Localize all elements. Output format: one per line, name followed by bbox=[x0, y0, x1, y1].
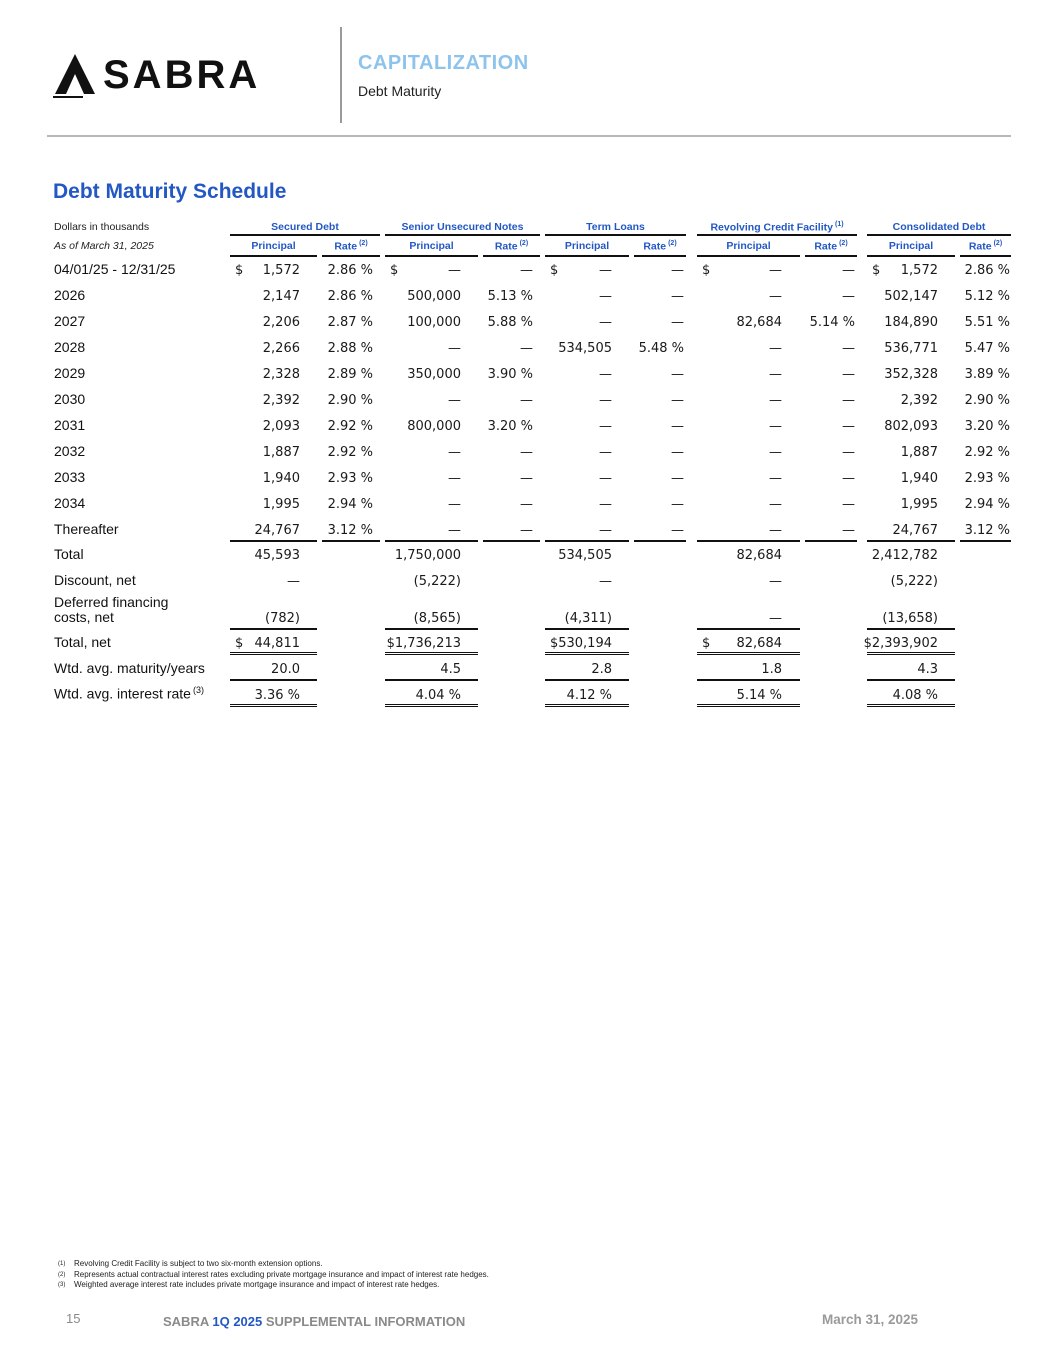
principal-cell: 1,995 bbox=[900, 497, 938, 512]
principal-cell: — bbox=[448, 497, 461, 512]
principal-header: Principal bbox=[888, 240, 934, 252]
principal-cell: — bbox=[448, 445, 461, 460]
sabra-logo-wordmark: SABRA bbox=[103, 53, 261, 97]
summary-cell: 4.5 bbox=[440, 662, 461, 677]
rate-header: Rate $^{(2)}$ bbox=[643, 240, 677, 253]
rate-cell: 3.20 % bbox=[964, 419, 1010, 434]
row-label: Total bbox=[54, 546, 84, 562]
principal-cell: 534,505 bbox=[558, 341, 612, 356]
rate-cell: — bbox=[842, 367, 855, 382]
summary-cell: 20.0 bbox=[271, 662, 300, 677]
subtotal-underline bbox=[545, 540, 629, 542]
total-double-underline bbox=[545, 652, 629, 655]
summary-double-underline bbox=[545, 704, 629, 707]
subheader-underline bbox=[805, 255, 857, 257]
rate-cell: — bbox=[520, 341, 533, 356]
principal-header: Principal bbox=[409, 240, 454, 252]
summary-cell: (4,311) bbox=[564, 611, 612, 626]
summary-cell: 5.14 % bbox=[736, 688, 782, 703]
rate-cell: — bbox=[520, 393, 533, 408]
group-header: Secured Debt bbox=[271, 221, 339, 233]
rate-cell: — bbox=[671, 263, 684, 278]
principal-cell: 2,093 bbox=[262, 419, 300, 434]
summary-cell: — bbox=[769, 574, 782, 589]
principal-cell: — bbox=[448, 263, 461, 278]
principal-cell: 500,000 bbox=[407, 289, 461, 304]
rate-cell: 5.48 % bbox=[638, 341, 684, 356]
principal-cell: 1,995 bbox=[262, 497, 300, 512]
principal-cell: — bbox=[599, 419, 612, 434]
summary-cell: 3.36 % bbox=[254, 688, 300, 703]
summary-cell: 534,505 bbox=[558, 548, 612, 563]
row-label-line: Deferred financing bbox=[54, 594, 169, 610]
row-label bbox=[54, 595, 168, 624]
rate-cell: 5.88 % bbox=[487, 315, 533, 330]
dollar-sign: $ bbox=[872, 263, 881, 278]
row-label: Total, net bbox=[54, 634, 111, 650]
dollar-sign: $ bbox=[235, 263, 244, 278]
principal-cell: — bbox=[769, 289, 782, 304]
subtotal-underline bbox=[697, 628, 800, 630]
footnote bbox=[58, 1270, 489, 1281]
units-label: Dollars in thousands bbox=[54, 221, 150, 233]
principal-cell: — bbox=[769, 393, 782, 408]
summary-double-underline bbox=[230, 704, 317, 707]
section-subtitle: Debt Maturity bbox=[358, 83, 442, 99]
total-double-underline bbox=[697, 652, 800, 655]
row-label: Discount, net bbox=[54, 572, 136, 588]
principal-cell: — bbox=[599, 367, 612, 382]
principal-cell: 82,684 bbox=[736, 315, 782, 330]
rate-cell: — bbox=[842, 419, 855, 434]
row-label: Wtd. avg. maturity/years bbox=[54, 660, 205, 676]
rate-cell: 2.87 % bbox=[327, 315, 373, 330]
summary-double-underline bbox=[867, 704, 955, 707]
footnote-marker: (3) bbox=[58, 1282, 66, 1288]
principal-cell: 24,767 bbox=[892, 523, 938, 538]
summary-underline bbox=[230, 679, 317, 681]
rate-cell: 5.51 % bbox=[964, 315, 1010, 330]
rate-cell: 5.47 % bbox=[964, 341, 1010, 356]
subheader-underline bbox=[867, 255, 955, 257]
subheader-underline bbox=[634, 255, 686, 257]
page-number: 15 bbox=[66, 1311, 81, 1326]
row-label: Wtd. avg. interest rate $^{(3)}$ bbox=[54, 685, 204, 702]
summary-cell: 44,811 bbox=[254, 636, 300, 651]
principal-cell: — bbox=[448, 341, 461, 356]
summary-cell: $2,393,902 bbox=[863, 636, 938, 651]
row-label: 2030 bbox=[54, 391, 86, 407]
rate-cell: — bbox=[671, 419, 684, 434]
rate-cell: 2.94 % bbox=[964, 497, 1010, 512]
principal-cell: 184,890 bbox=[884, 315, 938, 330]
rate-cell: 5.13 % bbox=[487, 289, 533, 304]
footer-period: 1Q 2025 bbox=[212, 1314, 263, 1329]
rate-cell: — bbox=[520, 523, 533, 538]
subtotal-underline bbox=[634, 540, 686, 542]
principal-cell: 1,887 bbox=[900, 445, 938, 460]
subtotal-underline bbox=[322, 540, 380, 542]
principal-cell: 800,000 bbox=[407, 419, 461, 434]
subheader-underline bbox=[483, 255, 540, 257]
principal-cell: 1,940 bbox=[262, 471, 300, 486]
principal-cell: — bbox=[769, 419, 782, 434]
row-label: 2029 bbox=[54, 365, 86, 381]
rate-cell: — bbox=[671, 315, 684, 330]
principal-cell: — bbox=[599, 393, 612, 408]
group-header-underline bbox=[545, 234, 686, 236]
subtotal-underline bbox=[385, 540, 478, 542]
summary-cell: — bbox=[599, 574, 612, 589]
rate-cell: — bbox=[842, 289, 855, 304]
summary-underline bbox=[385, 679, 478, 681]
subheader-underline bbox=[230, 255, 317, 257]
principal-cell: 802,093 bbox=[884, 419, 938, 434]
summary-cell: 82,684 bbox=[736, 548, 782, 563]
row-label: 2031 bbox=[54, 417, 86, 433]
rate-cell: 2.90 % bbox=[964, 393, 1010, 408]
principal-cell: 24,767 bbox=[254, 523, 300, 538]
footer-doc-label: SUPPLEMENTAL INFORMATION bbox=[265, 1314, 466, 1329]
rate-cell: 3.12 % bbox=[964, 523, 1010, 538]
principal-cell: — bbox=[769, 445, 782, 460]
subtotal-underline bbox=[545, 628, 629, 630]
principal-cell: 350,000 bbox=[407, 367, 461, 382]
rate-cell: — bbox=[842, 263, 855, 278]
row-label: 2032 bbox=[54, 443, 86, 459]
footer-date: March 31, 2025 bbox=[822, 1312, 919, 1327]
summary-cell: — bbox=[769, 611, 782, 626]
summary-cell: $530,194 bbox=[549, 636, 612, 651]
row-label: 2033 bbox=[54, 469, 86, 485]
summary-double-underline bbox=[697, 704, 800, 707]
rate-cell: — bbox=[520, 263, 533, 278]
footnote-marker: (2) bbox=[359, 240, 368, 247]
rate-cell: 3.12 % bbox=[327, 523, 373, 538]
principal-cell: 502,147 bbox=[884, 289, 938, 304]
principal-cell: 100,000 bbox=[407, 315, 461, 330]
rate-cell: 3.20 % bbox=[487, 419, 533, 434]
page-heading: Debt Maturity Schedule bbox=[53, 180, 287, 203]
rate-cell: 2.92 % bbox=[964, 445, 1010, 460]
summary-cell: (5,222) bbox=[413, 574, 461, 589]
footnote-marker: (2) bbox=[58, 1271, 66, 1278]
rate-cell: — bbox=[842, 497, 855, 512]
rate-cell: 5.12 % bbox=[964, 289, 1010, 304]
summary-cell: 4.12 % bbox=[566, 688, 612, 703]
principal-cell: — bbox=[769, 341, 782, 356]
subtotal-underline bbox=[697, 540, 800, 542]
summary-cell: 82,684 bbox=[736, 636, 782, 651]
summary-cell: 1.8 bbox=[761, 662, 782, 677]
rate-cell: — bbox=[671, 523, 684, 538]
subtotal-underline bbox=[483, 540, 540, 542]
footnote bbox=[58, 1280, 489, 1291]
rate-cell: — bbox=[671, 497, 684, 512]
subheader-underline bbox=[545, 255, 629, 257]
subtotal-underline bbox=[867, 628, 955, 630]
subheader-underline bbox=[697, 255, 800, 257]
rate-cell: — bbox=[671, 393, 684, 408]
dollar-sign: $ bbox=[235, 636, 244, 651]
footnote-marker: (2) bbox=[519, 240, 529, 247]
principal-cell: 2,206 bbox=[262, 315, 300, 330]
as-of-label: As of March 31, 2025 bbox=[54, 240, 154, 252]
dollar-sign: $ bbox=[550, 263, 559, 278]
principal-header: Principal bbox=[726, 240, 771, 252]
footnotes bbox=[58, 1259, 489, 1291]
subtotal-underline bbox=[805, 540, 857, 542]
group-header: Revolving Credit Facility $^{(1)}$ bbox=[710, 221, 844, 234]
rate-cell: 2.93 % bbox=[964, 471, 1010, 486]
principal-cell: 2,392 bbox=[900, 393, 938, 408]
rate-cell: 2.94 % bbox=[327, 497, 373, 512]
principal-cell: — bbox=[599, 523, 612, 538]
rate-cell: — bbox=[671, 367, 684, 382]
rate-cell: — bbox=[842, 471, 855, 486]
row-label: 2027 bbox=[54, 313, 86, 329]
summary-underline bbox=[867, 679, 955, 681]
subtotal-underline bbox=[867, 540, 955, 542]
summary-cell: 2,412,782 bbox=[871, 548, 938, 563]
principal-cell: — bbox=[599, 497, 612, 512]
principal-header: Principal bbox=[251, 240, 296, 252]
footnote-text: Revolving Credit Facility is subject to two six-month extension options. bbox=[74, 1259, 323, 1268]
rate-cell: 2.88 % bbox=[327, 341, 373, 356]
rate-cell: 2.86 % bbox=[327, 263, 373, 278]
dollar-sign: $ bbox=[702, 263, 711, 278]
principal-cell: — bbox=[769, 263, 782, 278]
subtotal-underline bbox=[230, 628, 317, 630]
dollar-sign: $ bbox=[390, 263, 399, 278]
principal-cell: — bbox=[448, 393, 461, 408]
principal-cell: 2,147 bbox=[262, 289, 300, 304]
principal-cell: 352,328 bbox=[884, 367, 938, 382]
total-double-underline bbox=[867, 652, 955, 655]
principal-cell: 2,392 bbox=[262, 393, 300, 408]
rate-cell: — bbox=[520, 471, 533, 486]
principal-cell: 1,572 bbox=[900, 263, 938, 278]
principal-cell: — bbox=[769, 523, 782, 538]
group-header: Term Loans bbox=[586, 221, 645, 233]
summary-cell: 45,593 bbox=[254, 548, 300, 563]
principal-cell: — bbox=[448, 471, 461, 486]
subheader-underline bbox=[960, 255, 1011, 257]
total-double-underline bbox=[385, 652, 478, 655]
rate-cell: 2.93 % bbox=[327, 471, 373, 486]
footnote-marker: (2) bbox=[668, 240, 677, 247]
principal-cell: — bbox=[769, 367, 782, 382]
row-label: 2034 bbox=[54, 495, 86, 511]
rate-cell: — bbox=[842, 393, 855, 408]
row-label: 04/01/25 - 12/31/25 bbox=[54, 261, 176, 277]
total-double-underline bbox=[230, 652, 317, 655]
principal-cell: — bbox=[599, 445, 612, 460]
dollar-sign: $ bbox=[702, 636, 711, 651]
footnote-marker: (2) bbox=[993, 240, 1003, 247]
rate-header: Rate $^{(2)}$ bbox=[968, 240, 1003, 253]
rate-cell: 2.92 % bbox=[327, 419, 373, 434]
principal-cell: — bbox=[769, 471, 782, 486]
footnote-marker: (1) bbox=[58, 1261, 66, 1267]
footnote-marker: (1) bbox=[834, 221, 844, 228]
summary-cell: (5,222) bbox=[890, 574, 938, 589]
principal-cell: — bbox=[448, 523, 461, 538]
summary-cell: $1,736,213 bbox=[386, 636, 461, 651]
summary-cell: (8,565) bbox=[413, 611, 461, 626]
rate-cell: 3.90 % bbox=[487, 367, 533, 382]
principal-cell: 1,887 bbox=[262, 445, 300, 460]
group-header-underline bbox=[867, 234, 1011, 236]
footer-brand: SABRA bbox=[163, 1314, 209, 1329]
summary-underline bbox=[545, 679, 629, 681]
principal-cell: — bbox=[599, 315, 612, 330]
group-header-underline bbox=[385, 234, 540, 236]
summary-cell: 4.08 % bbox=[892, 688, 938, 703]
rate-cell: — bbox=[671, 471, 684, 486]
principal-cell: 536,771 bbox=[884, 341, 938, 356]
principal-cell: 1,940 bbox=[900, 471, 938, 486]
summary-double-underline bbox=[385, 704, 478, 707]
footnote-marker: (3) bbox=[192, 685, 204, 695]
rate-cell: — bbox=[520, 445, 533, 460]
group-header: Consolidated Debt bbox=[892, 221, 986, 233]
rate-cell: 2.89 % bbox=[327, 367, 373, 382]
section-title: CAPITALIZATION bbox=[358, 52, 529, 74]
rate-header: Rate $^{(2)}$ bbox=[494, 240, 529, 253]
rate-header: Rate $^{(2)}$ bbox=[814, 240, 848, 253]
subtotal-underline bbox=[230, 540, 317, 542]
rate-cell: 2.86 % bbox=[327, 289, 373, 304]
rate-cell: 2.86 % bbox=[964, 263, 1010, 278]
rate-header: Rate $^{(2)}$ bbox=[334, 240, 368, 253]
principal-cell: — bbox=[599, 471, 612, 486]
footnote-marker: (2) bbox=[839, 240, 848, 247]
rate-cell: — bbox=[842, 445, 855, 460]
summary-cell: (782) bbox=[265, 611, 300, 626]
footer-doc-title bbox=[163, 1314, 465, 1329]
footnote-text: Represents actual contractual interest rates excluding private mortgage insurance and impact of interest rate hedges. bbox=[74, 1269, 489, 1279]
principal-cell: 1,572 bbox=[262, 263, 300, 278]
group-header: Senior Unsecured Notes bbox=[401, 221, 524, 233]
subheader-underline bbox=[385, 255, 478, 257]
summary-cell: 4.3 bbox=[917, 662, 938, 677]
principal-cell: — bbox=[769, 497, 782, 512]
summary-cell: 1,750,000 bbox=[394, 548, 461, 563]
rate-cell: — bbox=[671, 445, 684, 460]
summary-underline bbox=[697, 679, 800, 681]
principal-cell: 2,328 bbox=[262, 367, 300, 382]
principal-cell: 2,266 bbox=[262, 341, 300, 356]
footnote bbox=[58, 1259, 489, 1270]
row-label: 2028 bbox=[54, 339, 86, 355]
group-header-underline bbox=[230, 234, 380, 236]
subheader-underline bbox=[322, 255, 380, 257]
rate-cell: — bbox=[842, 341, 855, 356]
rate-cell: — bbox=[671, 289, 684, 304]
principal-cell: — bbox=[599, 263, 612, 278]
rate-cell: 5.14 % bbox=[809, 315, 855, 330]
row-label: 2026 bbox=[54, 287, 86, 303]
row-label-line: costs, net bbox=[54, 608, 114, 625]
group-header-underline bbox=[697, 234, 857, 236]
subtotal-underline bbox=[960, 540, 1011, 542]
summary-cell: 2.8 bbox=[591, 662, 612, 677]
principal-header: Principal bbox=[564, 240, 610, 252]
rate-cell: 2.90 % bbox=[327, 393, 373, 408]
rate-cell: 2.92 % bbox=[327, 445, 373, 460]
rate-cell: — bbox=[842, 523, 855, 538]
rate-cell: 3.89 % bbox=[964, 367, 1010, 382]
rate-cell: — bbox=[520, 497, 533, 512]
row-label: Thereafter bbox=[54, 521, 119, 537]
footnote-text: Weighted average interest rate includes private mortgage insurance and impact of interest rate hedges. bbox=[74, 1280, 440, 1289]
summary-cell: (13,658) bbox=[882, 611, 938, 626]
subtotal-underline bbox=[385, 628, 478, 630]
summary-cell: — bbox=[287, 574, 300, 589]
summary-cell: 4.04 % bbox=[415, 688, 461, 703]
principal-cell: — bbox=[599, 289, 612, 304]
